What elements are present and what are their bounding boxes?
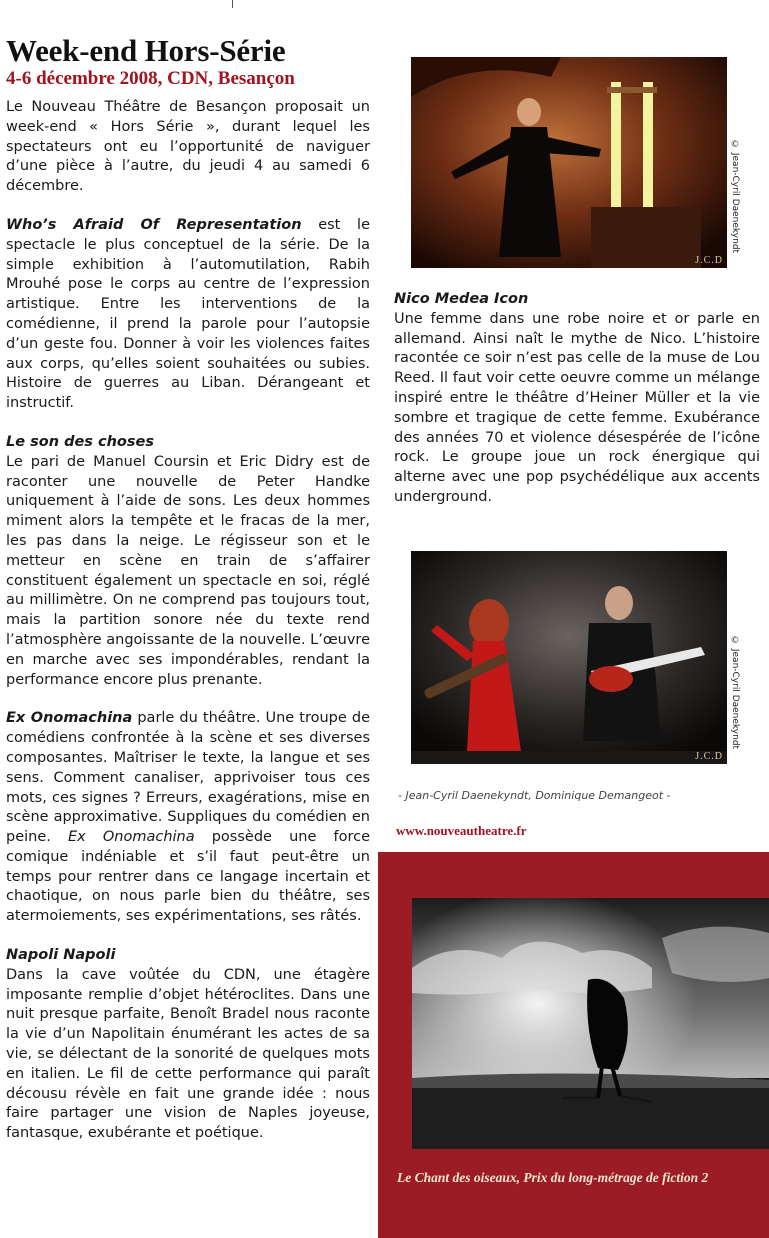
photo-chant-des-oiseaux: [412, 898, 769, 1149]
section-lead: Who’s Afraid Of Representation: [6, 216, 302, 233]
section-son-des-choses: [6, 433, 370, 690]
section-italic: Ex Onomachina: [68, 829, 195, 846]
section-napoli: [6, 946, 370, 1144]
article-subtitle: 4-6 décembre 2008, CDN, Besançon: [6, 68, 295, 89]
website-link[interactable]: www.nouveautheatre.fr: [396, 823, 527, 838]
section-body: Le pari de Manuel Coursin et Eric Didry est de raconter une nouvelle de Peter Handke uniquement à l’aide de sons. Les deux hommes miment alors la tempête et le fracas de la mer, les pas dans la neige. Le régisseur son et le metteur en scène en train de s’affairer constituent également un spectacle en soi, réglé au millimètre. On ne comprend pas toujours tout, mais la partition sonore née du texte rend l’atmosphère angoissante de la nouvelle. L’œuvre en marche avec ses impondérables, rendant la performance encore plus prenante.: [6, 453, 370, 688]
section-title: Le son des choses: [6, 433, 154, 450]
section-title: Napoli Napoli: [6, 947, 116, 964]
section-title: Nico Medea Icon: [394, 291, 529, 307]
article-right-column: [394, 290, 760, 527]
section-lead: Ex Onomachina: [6, 710, 133, 727]
article-left-column: [6, 34, 370, 1163]
photo-nico-medea-stage: [411, 57, 727, 268]
section-body: Dans la cave voûtée du CDN, une étagère imposante remplie d’objet hétéroclites. Dans une nuit presque parfaite, Benoît Bradel nous raconte la vie d’un Napolitain énumérant les actes de sa vie, se délectant de la sonorité de quelques mots en italien. Le fil de cette performance qui paraît décousu révèle en fait une grande idée : nous faire partager une vision de Naples joyeuse, fantasque, exubérante et poétique.: [6, 966, 370, 1142]
section-body: est le spectacle le plus conceptuel de la série. De la simple exhibition à l’automutilation, Rabih Mrouhé pose le corps au centre de l’expression artistique. Entre les interventions de la comédienne, il prend la parole pour l’autopsie d’un geste fou. Donner à voir les violences faites aux corps, qu’elles soient souhaitées ou subies. Histoire de guerres au Liban. Dérangeant et instructif.: [6, 216, 370, 412]
photo-credit: © Jean-Cyril Daenekyndt: [730, 636, 740, 750]
section-ex-onomachina: [6, 709, 370, 927]
intro-paragraph: Le Nouveau Théâtre de Besançon proposait un week-end « Hors Série », durant lequel les spectateurs ont eu l’opportunité de naviguer d’une pièce à l’autre, du jeudi 4 au samedi 6 décembre.: [6, 99, 370, 195]
section-who-afraid: [6, 216, 370, 414]
sidebar-caption: Le Chant des oiseaux, Prix du long-métrage de fiction 2: [397, 1170, 709, 1185]
photo-watermark: J.C.D: [695, 255, 723, 266]
section-body: parle du théâtre. Une troupe de comédiens confrontée à la scène et ses diverses composantes. Maîtriser le texte, la langue et ses sens. Comment canaliser, apprivoiser tous ces mots, ces signes ? Erreurs, exagérations, mise en scène approximative. Suppliques du comédien en peine.: [6, 710, 371, 846]
top-rule: [232, 0, 233, 8]
photo-band-guitarists: [411, 551, 727, 764]
photo-credits-caption: - Jean-Cyril Daenekyndt, Dominique Demangeot -: [398, 789, 671, 802]
section-nico-medea: [394, 290, 760, 508]
article-title: Week-end Hors-Série: [6, 33, 286, 68]
section-body: possède une force comique indéniable et s’il faut peut-être un temps pour rentrer dans ce langage incertain et chaotique, on nous parle bien du théâtre, ses atermoiements, ses expérimentations, ses râtés.: [6, 829, 370, 925]
section-body: Une femme dans une robe noire et or parle en allemand. Ainsi naît le mythe de Nico. L’histoire racontée ce soir n’est pas celle de la muse de Lou Reed. Il faut voir cette oeuvre comme un mélange inspiré entre le théâtre d’Heiner Müller et la vie sombre et tragique de cette femme. Exubérance des années 70 et violence désespérée de l’icône rock. Le groupe joue un rock énergique qui alterne avec une pop psychédélique aux accents underground.: [394, 310, 760, 505]
photo-watermark: J.C.D: [695, 751, 723, 762]
photo-credit: © Jean-Cyril Daenekyndt: [730, 140, 740, 254]
